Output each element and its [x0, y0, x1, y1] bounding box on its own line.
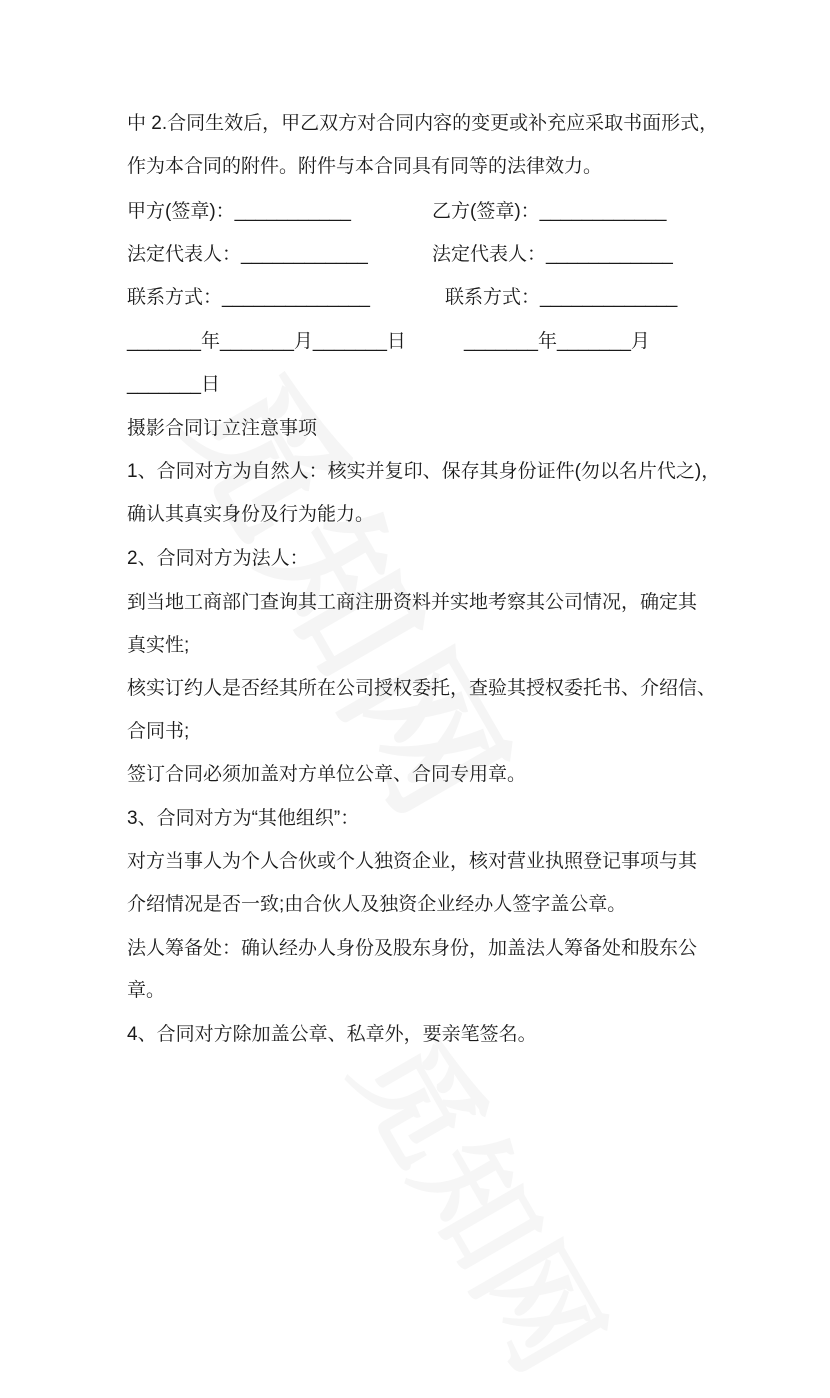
representative-row: [127, 243, 673, 267]
signature-row: [127, 200, 667, 224]
party-b-date: _______年_______月: [464, 331, 650, 352]
paragraph-line: 2、合同对方为法人：: [127, 548, 309, 569]
paragraph-line: 合同书;: [127, 721, 190, 742]
watermark: [321, 1000, 650, 1398]
party-b-date-day: _______日: [127, 374, 220, 395]
paragraph-line: 中 2.合同生效后，甲乙双方对合同内容的变更或补充应采取书面形式，: [127, 113, 719, 134]
party-a-contact: 联系方式：______________: [127, 287, 370, 308]
party-a-signature: 甲方(签章)：___________: [127, 201, 351, 222]
contact-row: [127, 286, 678, 310]
paragraph-line: 核实订约人是否经其所在公司授权委托，查验其授权委托书、介绍信、: [127, 678, 717, 699]
date-row: [127, 330, 650, 354]
party-b-signature: 乙方(签章)：____________: [432, 201, 667, 222]
section-heading: 摄影合同订立注意事项: [127, 418, 318, 439]
party-a-date: _______年_______月_______日: [127, 331, 406, 352]
paragraph-line: 作为本合同的附件。附件与本合同具有同等的法律效力。: [127, 156, 603, 177]
paragraph-line: 确认其真实身份及行为能力。: [127, 504, 375, 525]
paragraph-line: 法人筹备处：确认经办人身份及股东身份，加盖法人筹备处和股东公: [127, 938, 698, 959]
paragraph-line: 真实性;: [127, 635, 190, 656]
party-a-representative: 法定代表人：____________: [127, 244, 368, 265]
paragraph-line: 章。: [127, 980, 166, 1001]
paragraph-line: 到当地工商部门查询其工商注册资料并实地考察其公司情况，确定其: [127, 592, 698, 613]
paragraph-line: 1、合同对方为自然人：核实并复印、保存其身份证件(勿以名片代之)，: [127, 461, 721, 482]
paragraph-line: 签订合同必须加盖对方单位公章、合同专用章。: [127, 764, 527, 785]
party-b-contact: 联系方式：_____________: [445, 287, 678, 308]
paragraph-line: 介绍情况是否一致;由合伙人及独资企业经办人签字盖公章。: [127, 894, 627, 915]
paragraph-line: 4、合同对方除加盖公章、私章外，要亲笔签名。: [127, 1024, 537, 1045]
party-b-representative: 法定代表人：____________: [432, 244, 673, 265]
paragraph-line: 对方当事人为个人合伙或个人独资企业，核对营业执照登记事项与其: [127, 851, 698, 872]
paragraph-line: 3、合同对方为“其他组织”：: [127, 808, 360, 829]
